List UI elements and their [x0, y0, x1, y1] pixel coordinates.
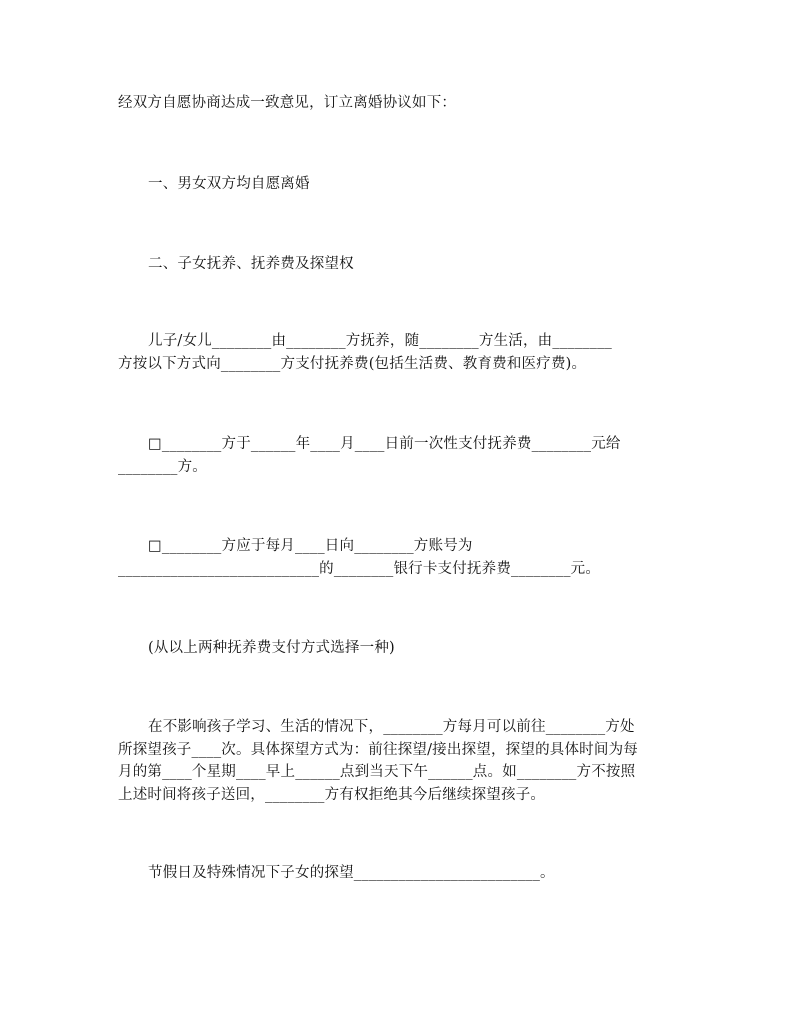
section-2-heading	[118, 253, 678, 276]
monthly-line-1: □________方应于每月____日向________方账号为	[148, 538, 473, 554]
visitation-line-2: 所探望孩子____次。具体探望方式为：前往探望/接出探望，探望的具体时间为每	[118, 741, 638, 758]
custody-paragraph	[118, 330, 678, 375]
lump-sum-option	[118, 433, 678, 478]
holiday-text: 节假日及特殊情况下子女的探望_________________________。	[148, 865, 555, 881]
intro-paragraph	[118, 92, 678, 115]
visitation-line-4: 上述时间将孩子送回，________方有权拒绝其今后继续探望孩子。	[118, 786, 546, 803]
monthly-line-2: ___________________________的________银行卡支付抚养费________元。	[118, 560, 601, 577]
monthly-option	[118, 535, 678, 580]
lump-sum-line-2: ________方。	[118, 458, 207, 475]
visitation-paragraph	[118, 716, 678, 806]
section-1-heading	[118, 173, 678, 196]
section-1-text: 一、男女双方均自愿离婚	[148, 176, 310, 192]
custody-line-1: 儿子/女儿________由________方抚养，随________方生活，由________	[148, 333, 612, 349]
section-2-text: 二、子女抚养、抚养费及探望权	[148, 256, 354, 272]
custody-line-2: 方按以下方式向________方支付抚养费(包括生活费、教育费和医疗费)。	[118, 355, 587, 372]
visitation-line-1: 在不影响孩子学习、生活的情况下，________方每月可以前往________方处	[148, 719, 635, 735]
holiday-paragraph	[118, 862, 678, 885]
intro-text: 经双方自愿协商达成一致意见，订立离婚协议如下：	[118, 95, 457, 111]
payment-choice-text: (从以上两种抚养费支付方式选择一种)	[148, 640, 395, 656]
visitation-line-3: 月的第____个星期____早上______点到当天下午______点。如________方不按照	[118, 764, 636, 780]
payment-choice-note	[118, 637, 678, 660]
lump-sum-line-1: □________方于______年____月____日前一次性支付抚养费________元给	[148, 436, 621, 452]
